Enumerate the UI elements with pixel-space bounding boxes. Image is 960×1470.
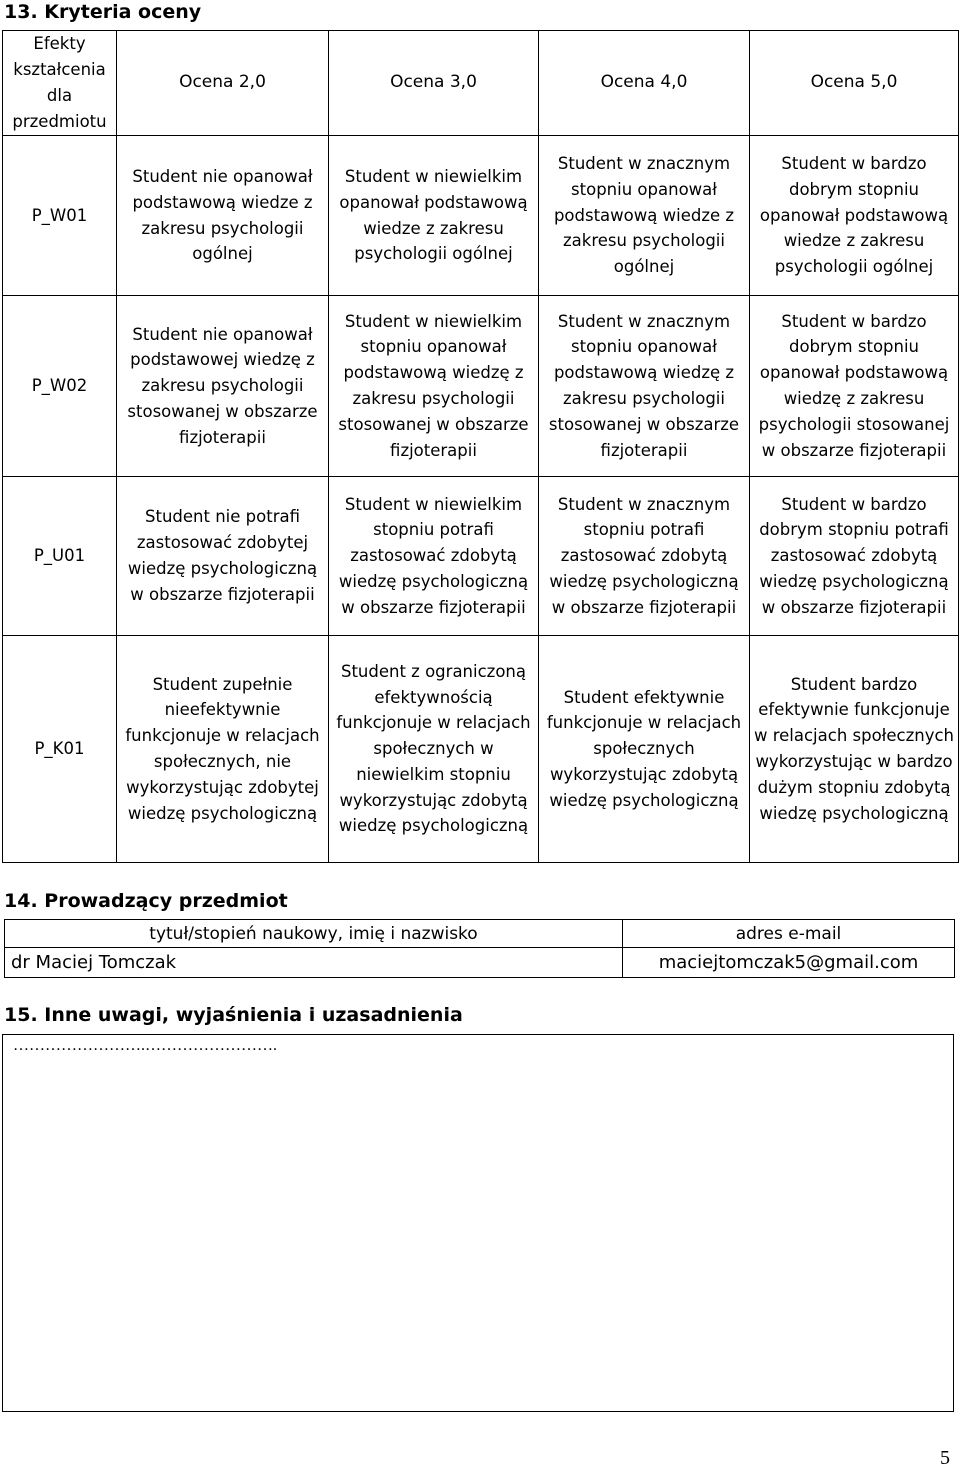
effect-code: P_W02 xyxy=(3,296,117,477)
header-grade-2: Ocena 2,0 xyxy=(117,31,329,136)
criteria-cell: Student w bardzo dobrym stopniu opanował podstawową wiedze z zakresu psychologii ogólnej xyxy=(750,136,959,296)
criteria-cell: Student nie opanował podstawową wiedze z zakresu psychologii ogólnej xyxy=(117,136,329,296)
criteria-cell: Student w niewielkim opanował podstawową wiedze z zakresu psychologii ogólnej xyxy=(329,136,539,296)
teacher-name: dr Maciej Tomczak xyxy=(5,948,623,978)
section-15-heading: 15. Inne uwagi, wyjaśnienia i uzasadnienia xyxy=(4,1004,463,1026)
remarks-box[interactable] xyxy=(2,1034,954,1412)
criteria-cell: Student z ograniczoną efektywnością funkcjonuje w relacjach społecznych w niewielkim stopniu wykorzystując zdobytą wiedzę psychologiczną xyxy=(329,636,539,863)
teacher-header-row xyxy=(5,920,955,948)
effect-code: P_K01 xyxy=(3,636,117,863)
section-13-heading: 13. Kryteria oceny xyxy=(4,1,202,23)
criteria-cell: Student w znacznym stopniu potrafi zastosować zdobytą wiedzę psychologiczną w obszarze fizjoterapii xyxy=(539,477,750,636)
criteria-table xyxy=(2,30,959,863)
criteria-cell: Student w niewielkim stopniu opanował podstawową wiedzę z zakresu psychologii stosowanej w obszarze fizjoterapii xyxy=(329,296,539,477)
criteria-cell: Student w znacznym stopniu opanował podstawową wiedzę z zakresu psychologii stosowanej w obszarze fizjoterapii xyxy=(539,296,750,477)
criteria-row xyxy=(3,296,959,477)
header-grade-3: Ocena 3,0 xyxy=(329,31,539,136)
criteria-cell: Student w niewielkim stopniu potrafi zastosować zdobytą wiedzę psychologiczną w obszarze fizjoterapii xyxy=(329,477,539,636)
teacher-email[interactable]: maciejtomczak5@gmail.com xyxy=(623,948,955,978)
effect-code: P_U01 xyxy=(3,477,117,636)
teacher-name-header: tytuł/stopień naukowy, imię i nazwisko xyxy=(5,920,623,948)
header-grade-5: Ocena 5,0 xyxy=(750,31,959,136)
criteria-row xyxy=(3,136,959,296)
teacher-table xyxy=(4,919,955,978)
criteria-row xyxy=(3,636,959,863)
criteria-cell: Student nie potrafi zastosować zdobytej wiedzę psychologiczną w obszarze fizjoterapii xyxy=(117,477,329,636)
criteria-header-row xyxy=(3,31,959,136)
remarks-placeholder: …………………….……………………. xyxy=(13,1037,277,1054)
criteria-cell: Student nie opanował podstawowej wiedzę z zakresu psychologii stosowanej w obszarze fizjoterapii xyxy=(117,296,329,477)
criteria-cell: Student w znacznym stopniu opanował podstawową wiedze z zakresu psychologii ogólnej xyxy=(539,136,750,296)
criteria-cell: Student bardzo efektywnie funkcjonuje w relacjach społecznych wykorzystując w bardzo dużym stopniu zdobytą wiedzę psychologiczną xyxy=(750,636,959,863)
section-14-heading: 14. Prowadzący przedmiot xyxy=(4,890,288,912)
criteria-cell: Student efektywnie funkcjonuje w relacjach społecznych wykorzystując zdobytą wiedzę psychologiczną xyxy=(539,636,750,863)
teacher-email-header: adres e-mail xyxy=(623,920,955,948)
header-grade-4: Ocena 4,0 xyxy=(539,31,750,136)
page-number: 5 xyxy=(940,1447,950,1469)
criteria-row xyxy=(3,477,959,636)
criteria-cell: Student zupełnie nieefektywnie funkcjonuje w relacjach społecznych, nie wykorzystując zdobytej wiedzę psychologiczną xyxy=(117,636,329,863)
effect-code: P_W01 xyxy=(3,136,117,296)
criteria-cell: Student w bardzo dobrym stopniu potrafi zastosować zdobytą wiedzę psychologiczną w obszarze fizjoterapii xyxy=(750,477,959,636)
header-effects: Efekty kształcenia dla przedmiotu xyxy=(3,31,117,136)
criteria-cell: Student w bardzo dobrym stopniu opanował podstawową wiedzę z zakresu psychologii stosowanej w obszarze fizjoterapii xyxy=(750,296,959,477)
teacher-value-row xyxy=(5,948,955,978)
